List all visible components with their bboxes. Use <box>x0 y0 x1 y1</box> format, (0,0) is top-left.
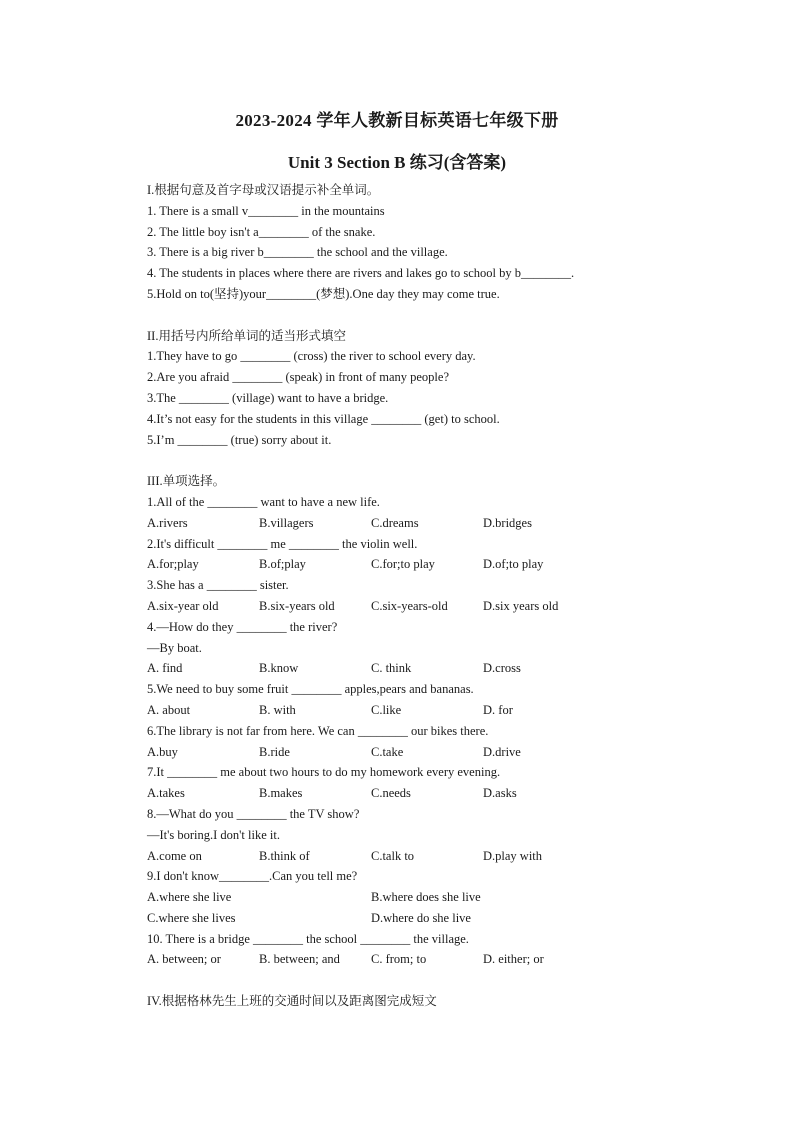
question-1-options <box>147 513 647 534</box>
option-b: B.where does she live <box>371 890 481 905</box>
question-9-stem: 9.I don't know________.Can you tell me? <box>147 869 358 884</box>
option-b: B.makes <box>259 786 303 801</box>
part1-item: 5.Hold on to(坚持)your________(梦想).One day they may come true. <box>147 286 500 301</box>
part2-item: 3.The ________ (village) want to have a bridge. <box>147 390 389 405</box>
option-b: B. with <box>259 702 296 717</box>
question-10-stem: 10. There is a bridge ________ the school ________ the village. <box>147 931 469 946</box>
part1-heading: I.根据句意及首字母或汉语提示补全单词。 <box>147 183 380 197</box>
option-b: B.villagers <box>259 515 314 530</box>
option-a: A.six-year old <box>147 598 219 613</box>
part1-item: 1. There is a small v________ in the mountains <box>147 203 385 218</box>
option-a: A.where she live <box>147 890 232 905</box>
question-7-options <box>147 783 647 804</box>
option-a: A.buy <box>147 744 178 759</box>
option-a: A. about <box>147 702 191 717</box>
question-2-stem: 2.It's difficult ________ me ________ the violin well. <box>147 536 418 551</box>
option-d: D.cross <box>483 661 521 676</box>
part3-heading: III.单项选择。 <box>147 474 226 489</box>
option-d: D.drive <box>483 744 521 759</box>
part1-item: 3. There is a big river b________ the school and the village. <box>147 245 448 260</box>
document-subtitle: Unit 3 Section B 练习(含答案) <box>287 153 507 172</box>
question-8-reply: —It's boring.I don't like it. <box>147 827 280 842</box>
part4-heading: IV.根据格林先生上班的交通时间以及距离图完成短文 <box>147 994 437 1009</box>
option-b: B.think of <box>259 848 310 863</box>
question-5-options <box>147 700 647 721</box>
document-title: 2023-2024 学年人教新目标英语七年级下册 <box>235 111 559 130</box>
question-8-stem: 8.—What do you ________ the TV show? <box>147 806 360 821</box>
question-6-options <box>147 742 647 763</box>
option-a: A. between; or <box>147 952 221 967</box>
option-c: C.dreams <box>371 515 419 530</box>
option-b: B.six-years old <box>259 598 335 613</box>
part1-item: 2. The little boy isn't a________ of the snake. <box>147 224 376 239</box>
option-a: A.takes <box>147 786 185 801</box>
option-c: C. from; to <box>371 952 427 967</box>
option-b: B. between; and <box>259 952 340 967</box>
option-d: D.six years old <box>483 598 559 613</box>
question-6-stem: 6.The library is not far from here. We can ________ our bikes there. <box>147 723 489 738</box>
question-4-stem: 4.—How do they ________ the river? <box>147 619 338 634</box>
option-c: C.where she lives <box>147 910 236 925</box>
option-d: D. for <box>483 702 513 717</box>
option-a: A. find <box>147 661 183 676</box>
option-d: D.asks <box>483 786 517 801</box>
question-10-options <box>147 949 647 970</box>
option-c: C.take <box>371 744 404 759</box>
question-9-options-row2 <box>147 908 647 929</box>
option-d: D.bridges <box>483 515 532 530</box>
option-c: C.for;to play <box>371 557 435 572</box>
part2-item: 4.It’s not easy for the students in this village ________ (get) to school. <box>147 411 500 426</box>
question-3-stem: 3.She has a ________ sister. <box>147 578 289 593</box>
question-4-options <box>147 658 647 679</box>
option-d: D.where do she live <box>371 910 471 925</box>
option-b: B.of;play <box>259 557 306 572</box>
option-c: C. think <box>371 661 412 676</box>
option-a: A.for;play <box>147 557 199 572</box>
option-d: D.play with <box>483 848 543 863</box>
option-a: A.come on <box>147 848 202 863</box>
question-8-options <box>147 846 647 867</box>
question-4-reply: —By boat. <box>147 640 202 655</box>
worksheet-content <box>147 180 647 1012</box>
question-3-options <box>147 596 647 617</box>
part2-item: 2.Are you afraid ________ (speak) in front of many people? <box>147 370 449 385</box>
question-5-stem: 5.We need to buy some fruit ________ apples,pears and bananas. <box>147 682 474 697</box>
part2-item: 1.They have to go ________ (cross) the river to school every day. <box>147 349 476 364</box>
question-7-stem: 7.It ________ me about two hours to do my homework every evening. <box>147 765 501 780</box>
part2-heading: II.用括号内所给单词的适当形式填空 <box>147 328 346 343</box>
option-d: D. either; or <box>483 952 544 967</box>
option-b: B.ride <box>259 744 290 759</box>
part2-item: 5.I’m ________ (true) sorry about it. <box>147 432 332 447</box>
option-c: C.talk to <box>371 848 415 863</box>
part1-item: 4. The students in places where there are rivers and lakes go to school by b________. <box>147 266 575 281</box>
option-c: C.six-years-old <box>371 598 448 613</box>
option-a: A.rivers <box>147 515 188 530</box>
question-9-options-row1 <box>147 887 647 908</box>
option-c: C.like <box>371 702 402 717</box>
question-1-stem: 1.All of the ________ want to have a new life. <box>147 494 380 509</box>
option-b: B.know <box>259 661 299 676</box>
option-d: D.of;to play <box>483 557 544 572</box>
option-c: C.needs <box>371 786 411 801</box>
question-2-options <box>147 554 647 575</box>
